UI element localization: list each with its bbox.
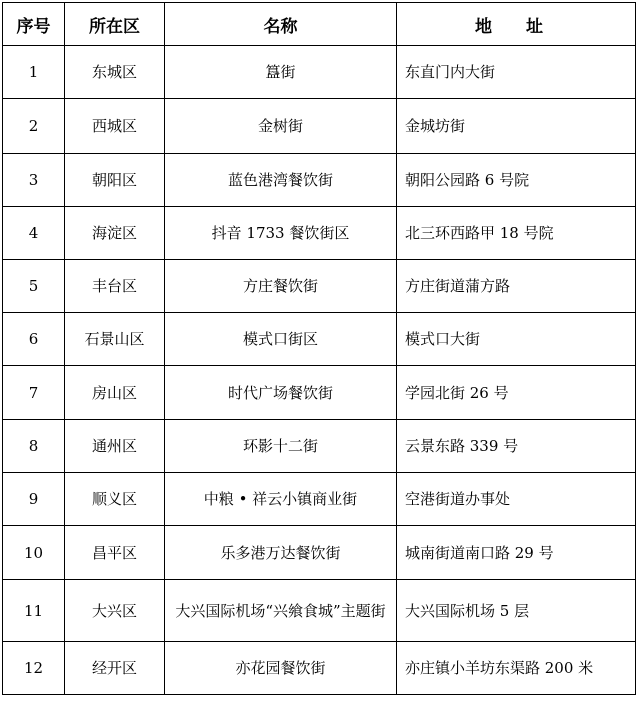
cell-address: 亦庄镇小羊坊东渠路 200 米: [397, 642, 636, 695]
cell-name: 乐多港万达餐饮街: [165, 526, 397, 580]
table-body: [3, 46, 636, 695]
cell-index: 1: [3, 46, 65, 99]
cell-index: 6: [3, 313, 65, 366]
cell-name: 中粮 • 祥云小镇商业街: [165, 473, 397, 526]
header-address: 地 址: [397, 3, 636, 46]
cell-address: 模式口大街: [397, 313, 636, 366]
cell-name: 环影十二街: [165, 420, 397, 473]
cell-name: 簋街: [165, 46, 397, 99]
cell-district: 朝阳区: [65, 154, 165, 207]
cell-district: 丰台区: [65, 260, 165, 313]
cell-name: 大兴国际机场“兴飨食城”主题街: [165, 580, 397, 642]
cell-address: 云景东路 339 号: [397, 420, 636, 473]
table-row: [3, 207, 636, 260]
table-row: [3, 420, 636, 473]
header-district: 所在区: [65, 3, 165, 46]
cell-index: 8: [3, 420, 65, 473]
cell-address: 金城坊街: [397, 99, 636, 154]
cell-district: 西城区: [65, 99, 165, 154]
cell-address: 方庄街道蒲方路: [397, 260, 636, 313]
cell-address: 朝阳公园路 6 号院: [397, 154, 636, 207]
cell-name: 模式口街区: [165, 313, 397, 366]
table-row: [3, 313, 636, 366]
cell-district: 顺义区: [65, 473, 165, 526]
cell-district: 东城区: [65, 46, 165, 99]
table-row: [3, 526, 636, 580]
table-row: [3, 99, 636, 154]
cell-index: 7: [3, 366, 65, 420]
cell-name: 亦花园餐饮街: [165, 642, 397, 695]
cell-district: 石景山区: [65, 313, 165, 366]
table-row: [3, 154, 636, 207]
table-row: [3, 260, 636, 313]
cell-index: 12: [3, 642, 65, 695]
header-index: 序号: [3, 3, 65, 46]
cell-address: 东直门内大街: [397, 46, 636, 99]
cell-index: 11: [3, 580, 65, 642]
cell-address: 学园北街 26 号: [397, 366, 636, 420]
cell-address: 北三环西路甲 18 号院: [397, 207, 636, 260]
table-row: [3, 580, 636, 642]
table-row: [3, 473, 636, 526]
table-row: [3, 366, 636, 420]
cell-index: 3: [3, 154, 65, 207]
cell-district: 经开区: [65, 642, 165, 695]
cell-name: 金树街: [165, 99, 397, 154]
header-name: 名称: [165, 3, 397, 46]
cell-index: 5: [3, 260, 65, 313]
restaurant-street-table: [2, 2, 636, 695]
cell-district: 海淀区: [65, 207, 165, 260]
cell-district: 房山区: [65, 366, 165, 420]
cell-district: 昌平区: [65, 526, 165, 580]
cell-name: 蓝色港湾餐饮街: [165, 154, 397, 207]
table-row: [3, 642, 636, 695]
cell-address: 空港街道办事处: [397, 473, 636, 526]
cell-name: 方庄餐饮街: [165, 260, 397, 313]
cell-address: 城南街道南口路 29 号: [397, 526, 636, 580]
cell-district: 大兴区: [65, 580, 165, 642]
table-row: [3, 46, 636, 99]
cell-district: 通州区: [65, 420, 165, 473]
cell-name: 时代广场餐饮街: [165, 366, 397, 420]
cell-index: 9: [3, 473, 65, 526]
cell-address: 大兴国际机场 5 层: [397, 580, 636, 642]
header-row: [3, 3, 636, 46]
cell-index: 2: [3, 99, 65, 154]
cell-name: 抖音 1733 餐饮街区: [165, 207, 397, 260]
cell-index: 10: [3, 526, 65, 580]
cell-index: 4: [3, 207, 65, 260]
